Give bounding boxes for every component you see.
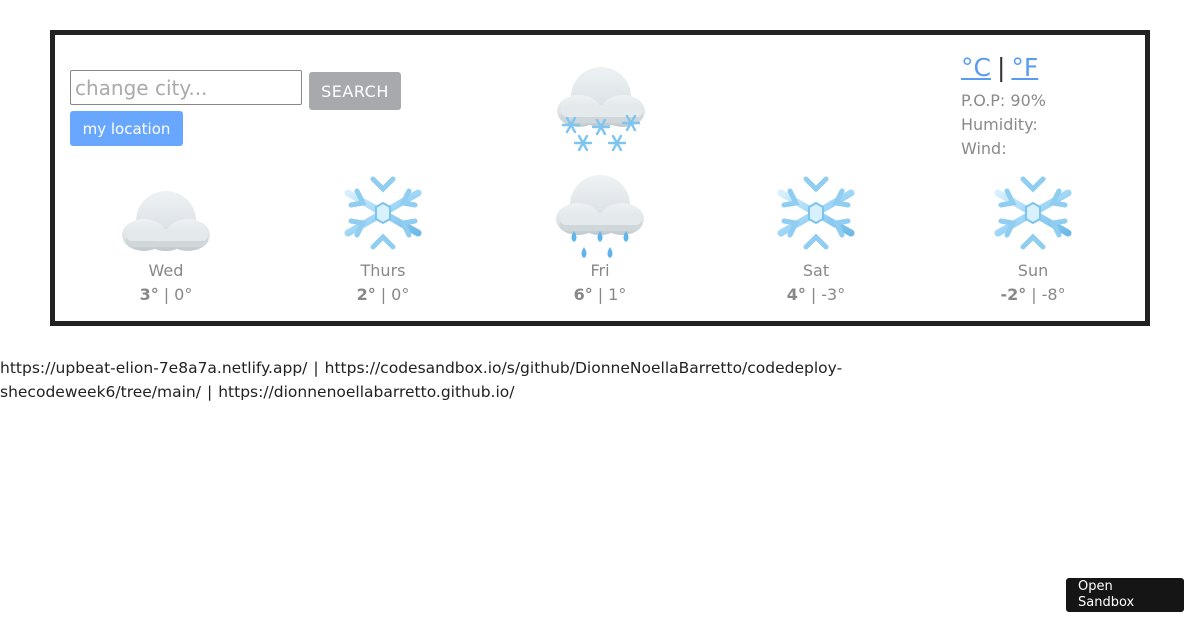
temp-separator: | <box>163 285 170 304</box>
celsius-link[interactable]: °C <box>961 53 991 82</box>
weather-details <box>961 89 1046 161</box>
forecast-day <box>963 175 1103 304</box>
snowflake-icon <box>991 169 1075 257</box>
forecast-day-name: Thurs <box>360 261 406 280</box>
city-search-input[interactable] <box>70 70 302 105</box>
open-sandbox-button[interactable]: Open Sandbox <box>1066 578 1184 612</box>
snowflake-icon <box>341 169 425 257</box>
weather-app <box>50 30 1150 326</box>
netlify-link[interactable]: https://upbeat-elion-7e8a7a.netlify.app/ <box>0 359 308 377</box>
wind-label: Wind: <box>961 139 1007 158</box>
forecast-day-name: Wed <box>148 261 184 280</box>
forecast-low: 0° <box>391 285 410 304</box>
forecast-low: -8° <box>1041 285 1066 304</box>
forecast-high: 2° <box>356 285 376 304</box>
forecast-high: 3° <box>139 285 159 304</box>
snowflake-icon <box>774 169 858 257</box>
wind-row <box>961 137 1046 161</box>
my-location-button[interactable]: my location <box>70 111 183 146</box>
forecast-low: -3° <box>821 285 846 304</box>
temp-separator: | <box>597 285 604 304</box>
forecast-temps <box>963 285 1103 304</box>
footer-separator: | <box>313 359 319 377</box>
forecast-high: 4° <box>786 285 806 304</box>
codesandbox-link[interactable]: https://codesandbox.io/s/github/DionneNoellaBarretto/codedeploy-shecodeweek6/tree/main/ <box>0 359 843 401</box>
forecast-temps <box>96 285 236 304</box>
temp-separator: | <box>380 285 387 304</box>
forecast-day <box>530 175 670 304</box>
footer-separator: | <box>206 383 213 401</box>
cloud-icon <box>118 185 214 257</box>
pop-label: P.O.P: <box>961 91 1006 110</box>
forecast-day-name: Fri <box>590 261 610 280</box>
footer-links <box>0 356 1200 404</box>
forecast-temps <box>313 285 453 304</box>
temp-separator: | <box>1031 285 1037 304</box>
forecast-high: -2° <box>1000 285 1027 304</box>
forecast-low: 0° <box>174 285 193 304</box>
forecast-day <box>313 175 453 304</box>
temp-separator: | <box>810 285 817 304</box>
unit-separator: | <box>996 53 1006 82</box>
forecast-low: 1° <box>608 285 627 304</box>
pop-value: 90% <box>1010 91 1046 110</box>
unit-toggle <box>961 53 1038 82</box>
forecast-day-name: Sat <box>802 261 830 280</box>
forecast-high: 6° <box>573 285 593 304</box>
snow-cloud-icon <box>553 61 649 153</box>
forecast-day <box>746 175 886 304</box>
rain-cloud-icon <box>552 169 648 261</box>
forecast-day <box>96 175 236 304</box>
humidity-row <box>961 113 1046 137</box>
forecast-temps <box>746 285 886 304</box>
forecast-day-name: Sun <box>1017 261 1049 280</box>
forecast-temps <box>530 285 670 304</box>
pop-row <box>961 89 1046 113</box>
github-pages-link[interactable]: https://dionnenoellabarretto.github.io/ <box>218 383 515 401</box>
humidity-label: Humidity: <box>961 115 1038 134</box>
search-button[interactable]: SEARCH <box>309 72 401 110</box>
fahrenheit-link[interactable]: °F <box>1011 53 1039 82</box>
